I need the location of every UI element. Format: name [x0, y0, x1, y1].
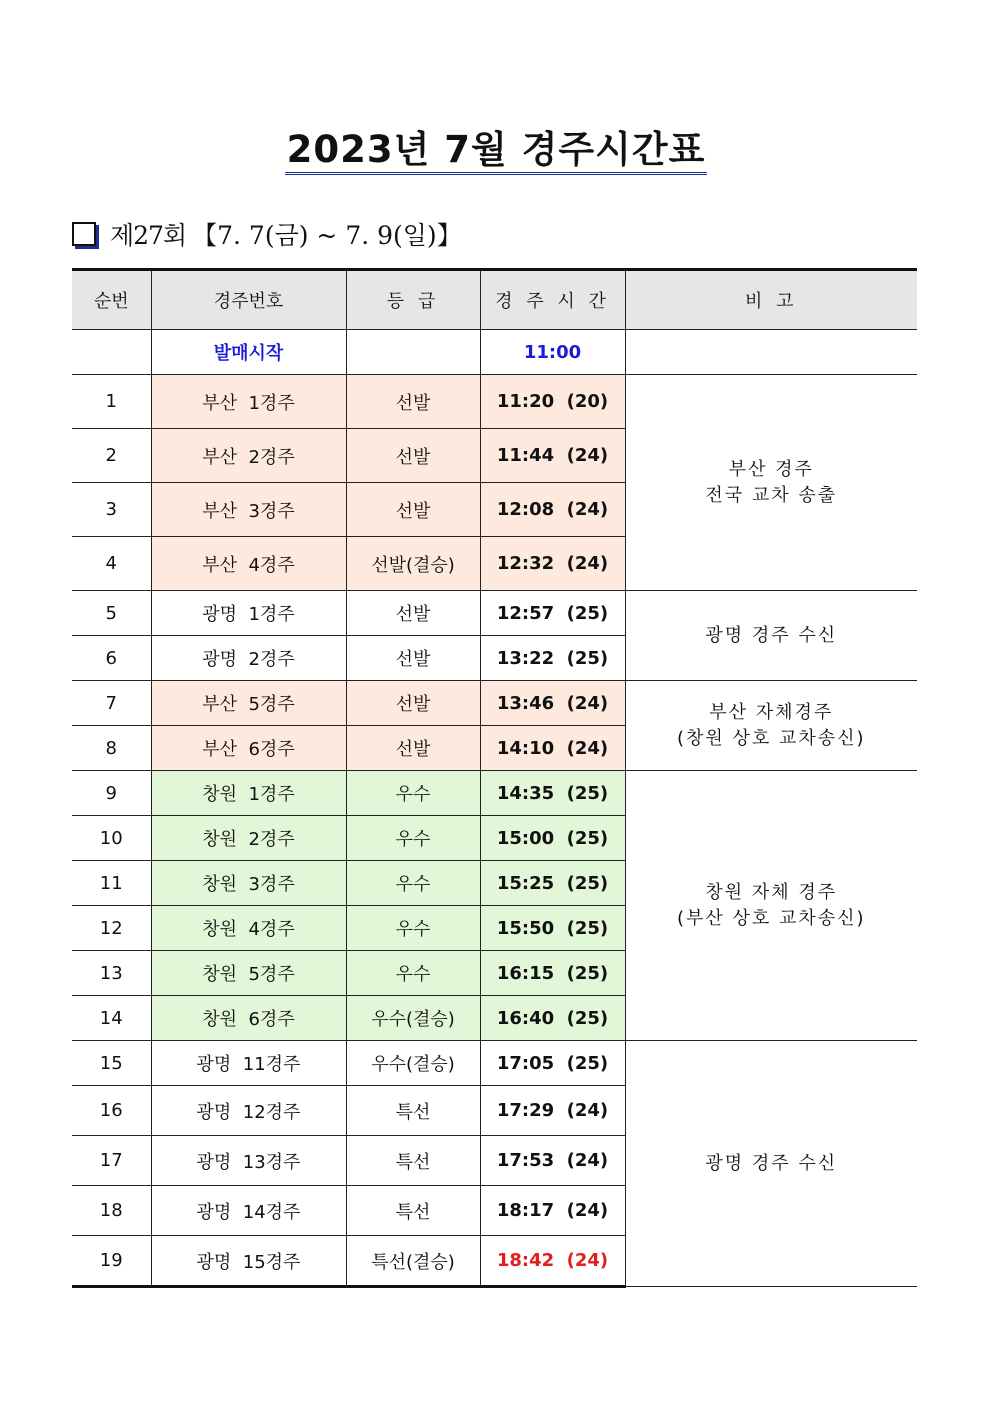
- row-grade: 선발: [346, 429, 480, 483]
- row-no: 6: [72, 636, 151, 681]
- sales-grade: [346, 330, 480, 375]
- row-race: 창원 4경주: [151, 906, 346, 951]
- row-race: 창원 1경주: [151, 771, 346, 816]
- row-grade: 특선: [346, 1186, 480, 1236]
- note-line: (부산 상호 교차송신): [676, 907, 866, 929]
- row-race: 광명 2경주: [151, 636, 346, 681]
- row-grade: 특선: [346, 1086, 480, 1136]
- note-gwangmyeong-receive-2: [625, 1041, 917, 1287]
- row-time: 15:00 (25): [480, 816, 625, 861]
- sales-time: 11:00: [480, 330, 625, 375]
- row-race: 광명 12경주: [151, 1086, 346, 1136]
- row-time: 15:50 (25): [480, 906, 625, 951]
- row-no: 13: [72, 951, 151, 996]
- row-time: 12:57 (25): [480, 591, 625, 636]
- note-line: (창원 상호 교차송신): [676, 727, 866, 749]
- row-race: 광명 14경주: [151, 1186, 346, 1236]
- sales-start-row: [72, 330, 917, 375]
- row-no: 15: [72, 1041, 151, 1086]
- row-grade: 선발(결승): [346, 537, 480, 591]
- row-grade: 특선(결승): [346, 1236, 480, 1287]
- row-grade: 우수: [346, 816, 480, 861]
- row-no: 17: [72, 1136, 151, 1186]
- row-time: 12:08 (24): [480, 483, 625, 537]
- row-no: 16: [72, 1086, 151, 1136]
- race-schedule-table: [72, 268, 917, 1288]
- row-time: 16:40 (25): [480, 996, 625, 1041]
- note-line: 광명 경주 수신: [705, 1152, 838, 1174]
- row-time: 13:46 (24): [480, 681, 625, 726]
- row-time: 13:22 (25): [480, 636, 625, 681]
- row-grade: 우수: [346, 906, 480, 951]
- row-grade: 우수: [346, 771, 480, 816]
- round-label: 제27회: [110, 221, 187, 250]
- header-grade: 등 급: [346, 270, 480, 330]
- sales-label: 발매시작: [151, 330, 346, 375]
- row-grade: 선발: [346, 483, 480, 537]
- row-race: 창원 5경주: [151, 951, 346, 996]
- note-line: 부산 경주: [728, 458, 814, 480]
- row-no: 8: [72, 726, 151, 771]
- row-grade: 선발: [346, 681, 480, 726]
- row-no: 3: [72, 483, 151, 537]
- row-race: 부산 6경주: [151, 726, 346, 771]
- table-row: [72, 771, 917, 816]
- note-line: 광명 경주 수신: [705, 624, 838, 646]
- row-race: 창원 2경주: [151, 816, 346, 861]
- row-race: 부산 5경주: [151, 681, 346, 726]
- row-time-final: 18:42 (24): [480, 1236, 625, 1287]
- row-grade: 우수: [346, 861, 480, 906]
- row-grade: 특선: [346, 1136, 480, 1186]
- row-no: 18: [72, 1186, 151, 1236]
- note-changwon-own: [625, 771, 917, 1041]
- table-row: [72, 591, 917, 636]
- row-no: 9: [72, 771, 151, 816]
- row-no: 5: [72, 591, 151, 636]
- table-row: [72, 1041, 917, 1086]
- row-no: 10: [72, 816, 151, 861]
- row-grade: 선발: [346, 636, 480, 681]
- row-race: 광명 13경주: [151, 1136, 346, 1186]
- sales-no: [72, 330, 151, 375]
- row-grade: 선발: [346, 591, 480, 636]
- row-time: 12:32 (24): [480, 537, 625, 591]
- row-no: 14: [72, 996, 151, 1041]
- period-label: 【7. 7(금) ~ 7. 9(일)】: [192, 221, 462, 250]
- note-line: 창원 자체 경주: [705, 881, 838, 903]
- row-no: 11: [72, 861, 151, 906]
- row-time: 18:17 (24): [480, 1186, 625, 1236]
- row-grade: 선발: [346, 726, 480, 771]
- row-no: 2: [72, 429, 151, 483]
- row-no: 1: [72, 375, 151, 429]
- row-time: 17:29 (24): [480, 1086, 625, 1136]
- row-race: 광명 1경주: [151, 591, 346, 636]
- header-race: 경주번호: [151, 270, 346, 330]
- row-no: 7: [72, 681, 151, 726]
- row-race: 부산 3경주: [151, 483, 346, 537]
- header-row: [72, 270, 917, 330]
- table-row: [72, 681, 917, 726]
- page-title: 2023년 7월 경주시간표: [285, 128, 708, 175]
- note-gwangmyeong-receive-1: [625, 591, 917, 681]
- row-race: 부산 4경주: [151, 537, 346, 591]
- row-time: 11:44 (24): [480, 429, 625, 483]
- row-race: 창원 3경주: [151, 861, 346, 906]
- note-line: 부산 자체경주: [709, 701, 834, 723]
- row-grade: 우수(결승): [346, 996, 480, 1041]
- title-wrap: [0, 128, 992, 175]
- header-note: 비 고: [625, 270, 917, 330]
- row-race: 부산 2경주: [151, 429, 346, 483]
- row-race: 부산 1경주: [151, 375, 346, 429]
- row-grade: 선발: [346, 375, 480, 429]
- row-time: 17:05 (25): [480, 1041, 625, 1086]
- note-line: 전국 교차 송출: [705, 484, 838, 506]
- row-no: 12: [72, 906, 151, 951]
- round-subtitle: [72, 216, 462, 252]
- row-time: 14:10 (24): [480, 726, 625, 771]
- table-row: [72, 375, 917, 429]
- row-time: 11:20 (20): [480, 375, 625, 429]
- sales-note: [625, 330, 917, 375]
- checkbox-icon: [72, 222, 96, 246]
- note-busan-own: [625, 681, 917, 771]
- note-busan-broadcast: [625, 375, 917, 591]
- row-race: 광명 11경주: [151, 1041, 346, 1086]
- header-no: 순번: [72, 270, 151, 330]
- row-grade: 우수: [346, 951, 480, 996]
- row-grade: 우수(결승): [346, 1041, 480, 1086]
- row-time: 14:35 (25): [480, 771, 625, 816]
- row-no: 4: [72, 537, 151, 591]
- row-time: 17:53 (24): [480, 1136, 625, 1186]
- row-time: 16:15 (25): [480, 951, 625, 996]
- row-race: 창원 6경주: [151, 996, 346, 1041]
- header-time: 경 주 시 간: [480, 270, 625, 330]
- row-time: 15:25 (25): [480, 861, 625, 906]
- row-no: 19: [72, 1236, 151, 1287]
- row-race: 광명 15경주: [151, 1236, 346, 1287]
